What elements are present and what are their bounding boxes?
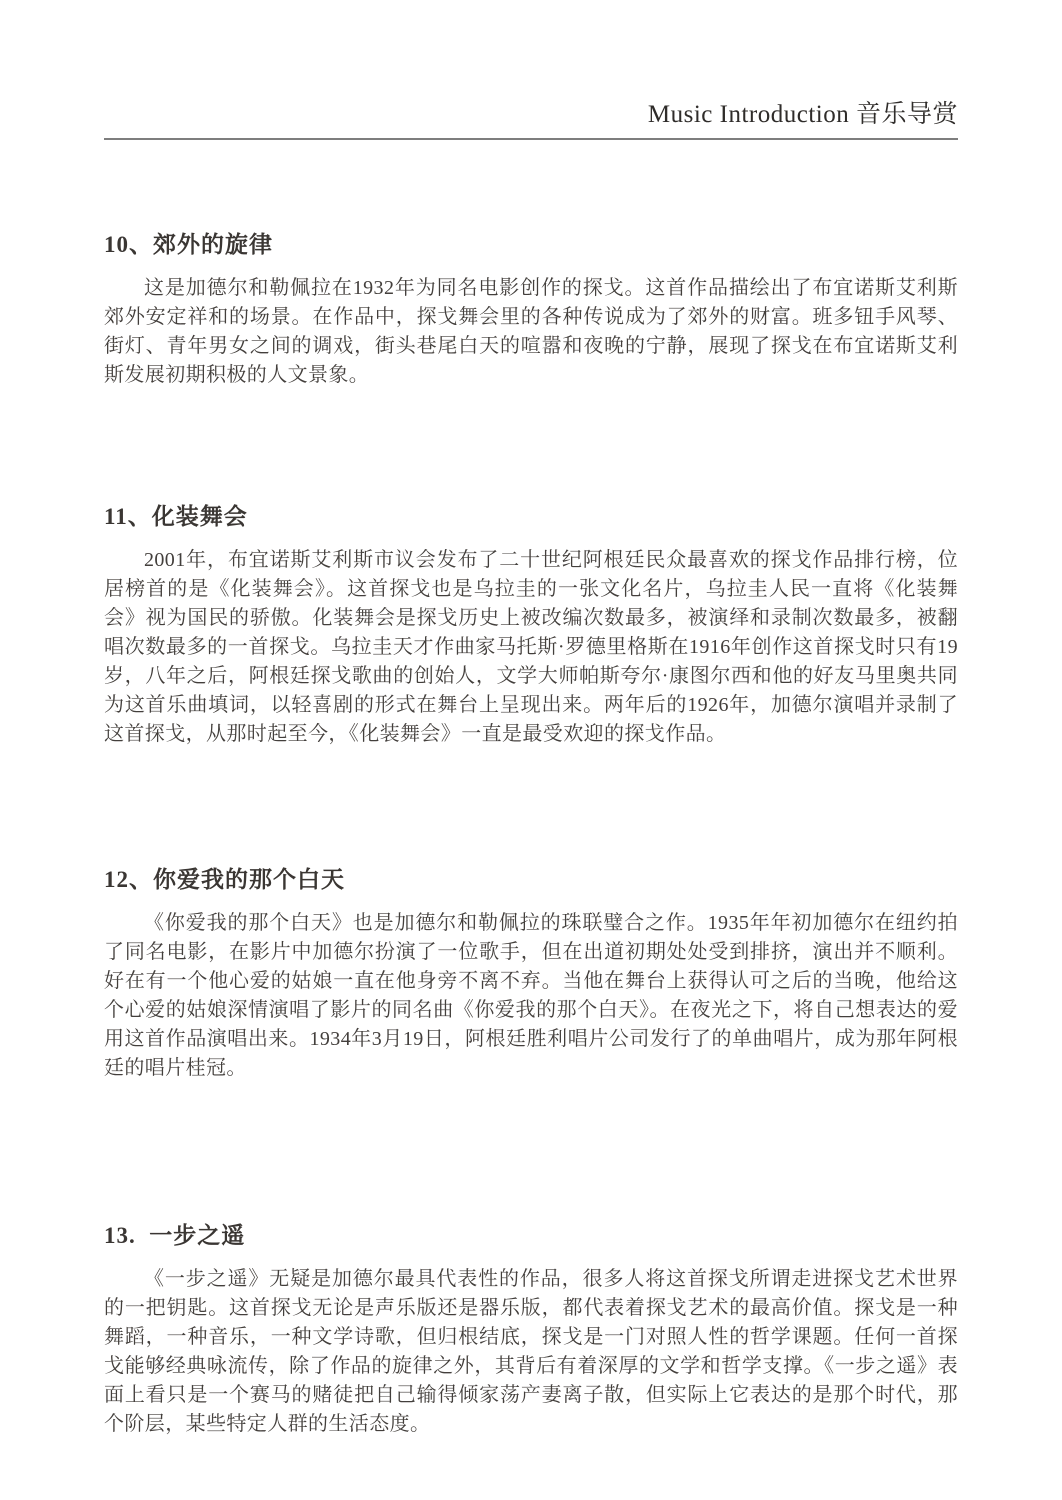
section-11-paragraph: 2001年，布宜诺斯艾利斯市议会发布了二十世纪阿根廷民众最喜欢的探戈作品排行榜，位居榜首的是《化装舞会》。这首探戈也是乌拉圭的一张文化名片，乌拉圭人民一直将《化装舞会》视为国民的骄傲。化装舞会是探戈历史上被改编次数最多，被演绎和录制次数最多，被翻唱次数最多的一首探戈。乌拉圭天才作曲家马托斯·罗德里格斯在1916年创作这首探戈时只有19岁，八年之后，阿根廷探戈歌曲的创始人，文学大师帕斯夸尔·康图尔西和他的好友马里奥共同为这首乐曲填词，以轻喜剧的形式在舞台上呈现出来。两年后的1926年，加德尔演唱并录制了这首探戈，从那时起至今，《化装舞会》一直是最受欢迎的探戈作品。: [104, 549, 958, 745]
section-12-title: 12、你爱我的那个白天: [104, 867, 345, 892]
section-10: [104, 230, 958, 390]
header-rule: [104, 138, 958, 140]
section-11: [104, 502, 958, 749]
section-12: [104, 865, 958, 1083]
section-12-paragraph: 《你爱我的那个白天》也是加德尔和勒佩拉的珠联璧合之作。1935年年初加德尔在纽约拍了同名电影，在影片中加德尔扮演了一位歌手，但在出道初期处处受到排挤，演出并不顺利。好在有一个他心爱的姑娘一直在他身旁不离不弃。当他在舞台上获得认可之后的当晚，他给这个心爱的姑娘深情演唱了影片的同名曲《你爱我的那个白天》。在夜光之下，将自己想表达的爱用这首作品演唱出来。1934年3月19日，阿根廷胜利唱片公司发行了的单曲唱片，成为那年阿根廷的唱片桂冠。: [104, 912, 958, 1079]
running-header-title: Music Introduction 音乐导赏: [647, 101, 958, 128]
section-13-title: 13. 一步之遥: [104, 1223, 246, 1248]
section-13: [104, 1221, 958, 1439]
section-10-title: 10、郊外的旋律: [104, 232, 273, 257]
section-10-paragraph: 这是加德尔和勒佩拉在1932年为同名电影创作的探戈。这首作品描绘出了布宜诺斯艾利斯郊外安定祥和的场景。在作品中，探戈舞会里的各种传说成为了郊外的财富。班多钮手风琴、街灯、青年男女之间的调戏，街头巷尾白天的喧嚣和夜晚的宁静，展现了探戈在布宜诺斯艾利斯发展初期积极的人文景象。: [104, 277, 958, 386]
section-13-paragraph: 《一步之遥》无疑是加德尔最具代表性的作品，很多人将这首探戈所谓走进探戈艺术世界的一把钥匙。这首探戈无论是声乐版还是器乐版，都代表着探戈艺术的最高价值。探戈是一种舞蹈，一种音乐，一种文学诗歌，但归根结底，探戈是一门对照人性的哲学课题。任何一首探戈能够经典咏流传，除了作品的旋律之外，其背后有着深厚的文学和哲学支撑。《一步之遥》表面上看只是一个赛马的赌徒把自己输得倾家荡产妻离子散，但实际上它表达的是那个时代，那个阶层，某些特定人群的生活态度。: [104, 1268, 958, 1435]
section-11-title: 11、化装舞会: [104, 504, 248, 529]
